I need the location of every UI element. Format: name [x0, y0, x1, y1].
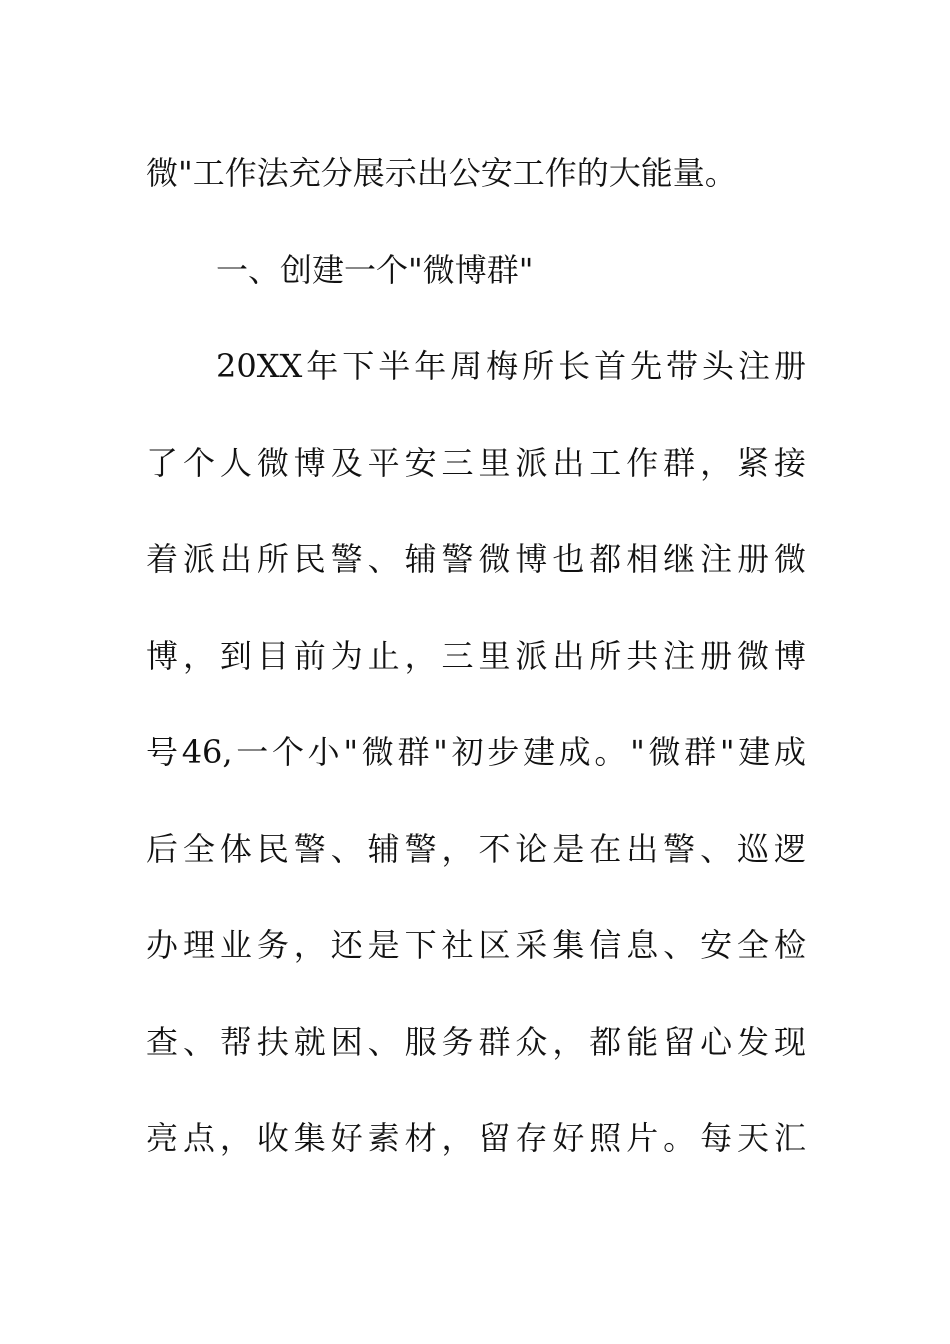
text-line-3: 20XX年下半年周梅所长首先带头注册 — [216, 347, 806, 385]
text-line-6: 博，到目前为止，三里派出所共注册微博 — [146, 636, 806, 675]
section-heading: 一、创建一个"微博群" — [216, 250, 534, 289]
text-line-11: 亮点，收集好素材，留存好照片。每天汇 — [146, 1119, 806, 1157]
text-line-9: 办理业务，还是下社区采集信息、安全检 — [146, 926, 806, 964]
text-line-8: 后全体民警、辅警，不论是在出警、巡逻 — [146, 829, 806, 868]
text-line-4: 了个人微博及平安三里派出工作群，紧接 — [146, 443, 806, 482]
text-line-5: 着派出所民警、辅警微博也都相继注册微 — [146, 540, 806, 578]
text-line-7: 号46,一个小"微群"初步建成。"微群"建成 — [146, 733, 806, 771]
text-line-10: 查、帮扶就困、服务群众，都能留心发现 — [146, 1022, 806, 1061]
body-text — [146, 125, 806, 1187]
text-line-1: 微"工作法充分展示出公安工作的大能量。 — [146, 154, 737, 192]
